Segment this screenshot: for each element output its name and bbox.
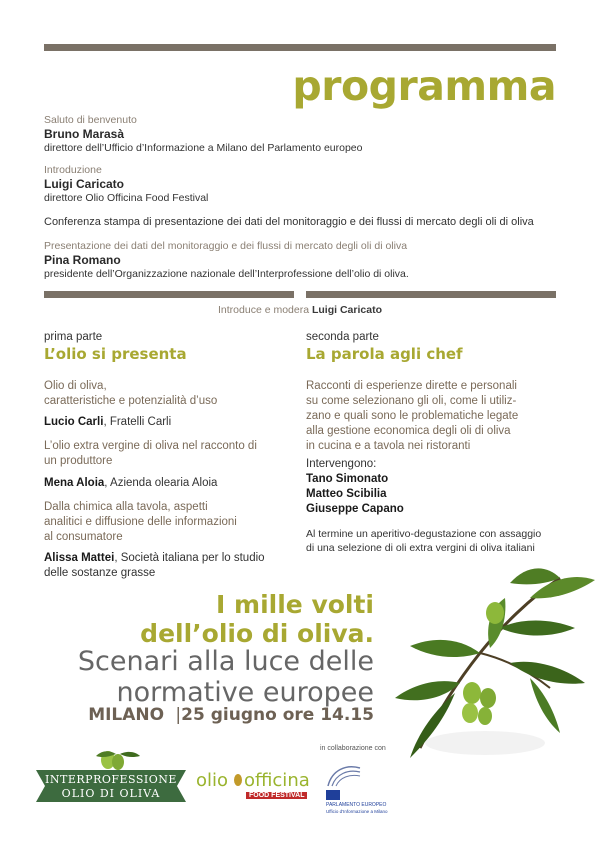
logo-officina: officina <box>244 770 310 791</box>
logo-olio-officina <box>196 770 311 806</box>
top-rule <box>44 44 556 51</box>
topic-line: analitici e diffusione delle informazioni <box>44 516 237 528</box>
part2-body <box>306 379 566 555</box>
welcome-role: direttore dell’Ufficio d’Informazione a Milano del Parlamento europeo <box>44 142 363 154</box>
logo-text-1: INTERPROFESSIONE <box>45 773 177 786</box>
olive-branch-illustration <box>360 558 600 778</box>
mid-rule-left <box>44 291 294 298</box>
part1-label: prima parte <box>44 331 103 343</box>
event-line <box>88 705 374 725</box>
chef-name: Giuseppe Capano <box>306 503 404 515</box>
intro-name: Luigi Caricato <box>44 177 125 191</box>
headline-line-1: I mille volti <box>216 590 374 619</box>
olive-drop-icon <box>234 774 242 786</box>
body-line: alla gestione economica degli oli di oliva <box>306 425 511 437</box>
logo-interprofessione <box>36 748 186 803</box>
speaker-org: , Azienda olearia Aloia <box>104 477 218 489</box>
moderator-name: Luigi Caricato <box>311 304 382 316</box>
intro-label: Introduzione <box>44 164 102 176</box>
subheadline <box>78 646 374 708</box>
body-line: Racconti di esperienze dirette e personali <box>306 380 517 392</box>
intro-role: direttore Olio Officina Food Festival <box>44 192 209 204</box>
presentation-role: presidente dell’Organizzazione nazionale dell’Interprofessione dell’olio di oliva. <box>44 268 409 280</box>
press-conference: Conferenza stampa di presentazione dei dati del monitoraggio e dei flussi di mercato degli oli di oliva <box>44 216 534 228</box>
part2-label: seconda parte <box>306 331 379 343</box>
speaker-org-cont: delle sostanze grasse <box>44 567 156 579</box>
headline-line-4: normative europee <box>116 677 374 708</box>
part1-item-1 <box>44 379 294 430</box>
presentation-label: Presentazione dei dati del monitoraggio e dei flussi di mercato degli oli di oliva <box>44 240 408 252</box>
topic-line: al consumatore <box>44 531 123 543</box>
olive-cluster-icon <box>36 748 186 772</box>
collab-label: in collaborazione con <box>320 745 386 752</box>
welcome-label: Saluto di benvenuto <box>44 114 137 126</box>
speaker-org: , Società italiana per lo studio <box>114 552 265 564</box>
topic-line: Dalla chimica alla tavola, aspetti <box>44 501 208 513</box>
event-separator: | <box>170 705 182 725</box>
closing-line: di una selezione di oli extra vergini di oliva italiani <box>306 542 535 554</box>
part1-item-2 <box>44 439 294 491</box>
logo-olio: olio <box>196 770 229 791</box>
event-city: MILANO <box>88 705 165 725</box>
speaker <box>44 476 294 491</box>
speaker-name: Mena Aloia <box>44 477 105 489</box>
speaker-name: Alissa Mattei <box>44 552 115 564</box>
speaker-name: Lucio Carli <box>44 416 104 428</box>
mid-rule-right <box>306 291 556 298</box>
closing-line: Al termine un aperitivo-degustazione con assaggio <box>306 528 542 540</box>
logo-parlamento-europeo <box>322 762 402 820</box>
topic-line: un produttore <box>44 455 113 467</box>
topic-line: caratteristiche e potenzialità d’uso <box>44 395 218 407</box>
moderator-prefix: Introduce e modera <box>218 304 310 316</box>
headline <box>140 590 374 648</box>
headline-line-3: Scenari alla luce delle <box>77 646 374 677</box>
eu-flag-icon <box>326 790 340 800</box>
part1-title: L’olio si presenta <box>44 345 187 363</box>
part2-title: La parola agli chef <box>306 345 463 363</box>
topic-line: L’olio extra vergine di oliva nel racconto di <box>44 440 257 452</box>
chef-name: Matteo Scibilia <box>306 488 387 500</box>
logo-text-2: OLIO DI OLIVA <box>61 787 161 800</box>
part1-item-3 <box>44 500 294 581</box>
speaker <box>44 415 294 430</box>
page-title: programma <box>292 62 556 110</box>
parliament-building-icon <box>326 762 362 788</box>
topic-line: Olio di oliva, <box>44 380 107 392</box>
body-line: su come selezionano gli oli, come li utiliz- <box>306 395 517 407</box>
headline-line-2: dell’olio di oliva. <box>140 619 374 648</box>
speaker <box>44 551 294 566</box>
speakers-label: Intervengono: <box>306 458 377 470</box>
logo-food-festival: FOOD FESTIVAL <box>246 792 307 799</box>
moderator-line <box>0 304 600 316</box>
presentation-name: Pina Romano <box>44 253 121 267</box>
event-date: 25 giugno ore 14.15 <box>181 705 374 725</box>
parliament-name: PARLAMENTO EUROPEO <box>326 802 387 808</box>
welcome-name: Bruno Marasà <box>44 127 125 141</box>
body-line: zano e quali sono le problematiche legate <box>306 410 519 422</box>
chef-name: Tano Simonato <box>306 473 389 485</box>
speaker-org: , Fratelli Carli <box>103 416 172 428</box>
parliament-office: Ufficio d’Informazione a Milano <box>326 809 388 814</box>
body-line: in cucina e a tavola nei ristoranti <box>306 440 471 452</box>
